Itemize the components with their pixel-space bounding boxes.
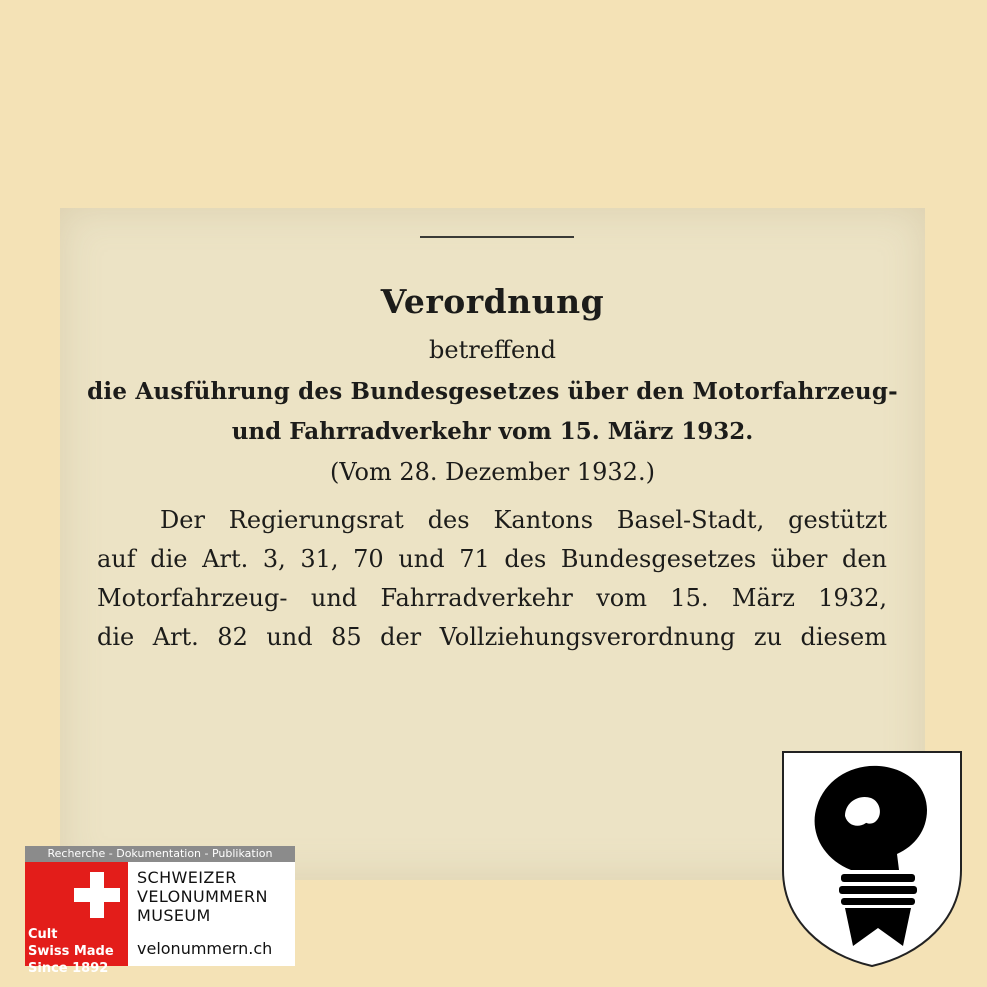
- logo-red-panel: [25, 862, 128, 976]
- logo-name-line: MUSEUM: [137, 906, 211, 925]
- logo-name: [137, 868, 268, 925]
- badge-line: Since 1892: [28, 961, 109, 976]
- document-subtitle-line-2: und Fahrradverkehr vom 15. März 1932.: [231, 418, 754, 445]
- logo-name-line: VELONUMMERN: [137, 887, 268, 906]
- document-title: Verordnung: [380, 282, 605, 321]
- document-date: (Vom 28. Dezember 1932.): [330, 458, 655, 486]
- paragraph-line: Motorfahrzeug- und Fahrradverkehr vom 15. März 1932,: [97, 584, 887, 612]
- document-betreffend: betreffend: [429, 336, 556, 364]
- paragraph-line: Der Regierungsrat des Kantons Basel-Stadt, gestützt: [160, 506, 887, 534]
- museum-logo: [25, 846, 295, 976]
- swiss-cross-bar: [74, 888, 120, 902]
- logo-url: velonummern.ch: [137, 939, 273, 958]
- paragraph-line: auf die Art. 3, 31, 70 und 71 des Bundesgesetzes über den: [97, 545, 887, 573]
- badge-line: Swiss Made: [28, 944, 114, 959]
- logo-tagline: Recherche - Dokumentation - Publikation: [25, 846, 295, 862]
- document-subtitle-line-1: die Ausführung des Bundesgesetzes über den Motorfahrzeug-: [87, 378, 898, 405]
- separator-rule: [420, 236, 574, 238]
- paragraph-line: die Art. 82 und 85 der Vollziehungsverordnung zu diesem: [97, 623, 887, 651]
- logo-name-line: SCHWEIZER: [137, 868, 237, 887]
- basel-crozier-crest-icon: [781, 750, 963, 968]
- logo-badge: [28, 926, 114, 977]
- badge-line: Cult: [28, 927, 58, 942]
